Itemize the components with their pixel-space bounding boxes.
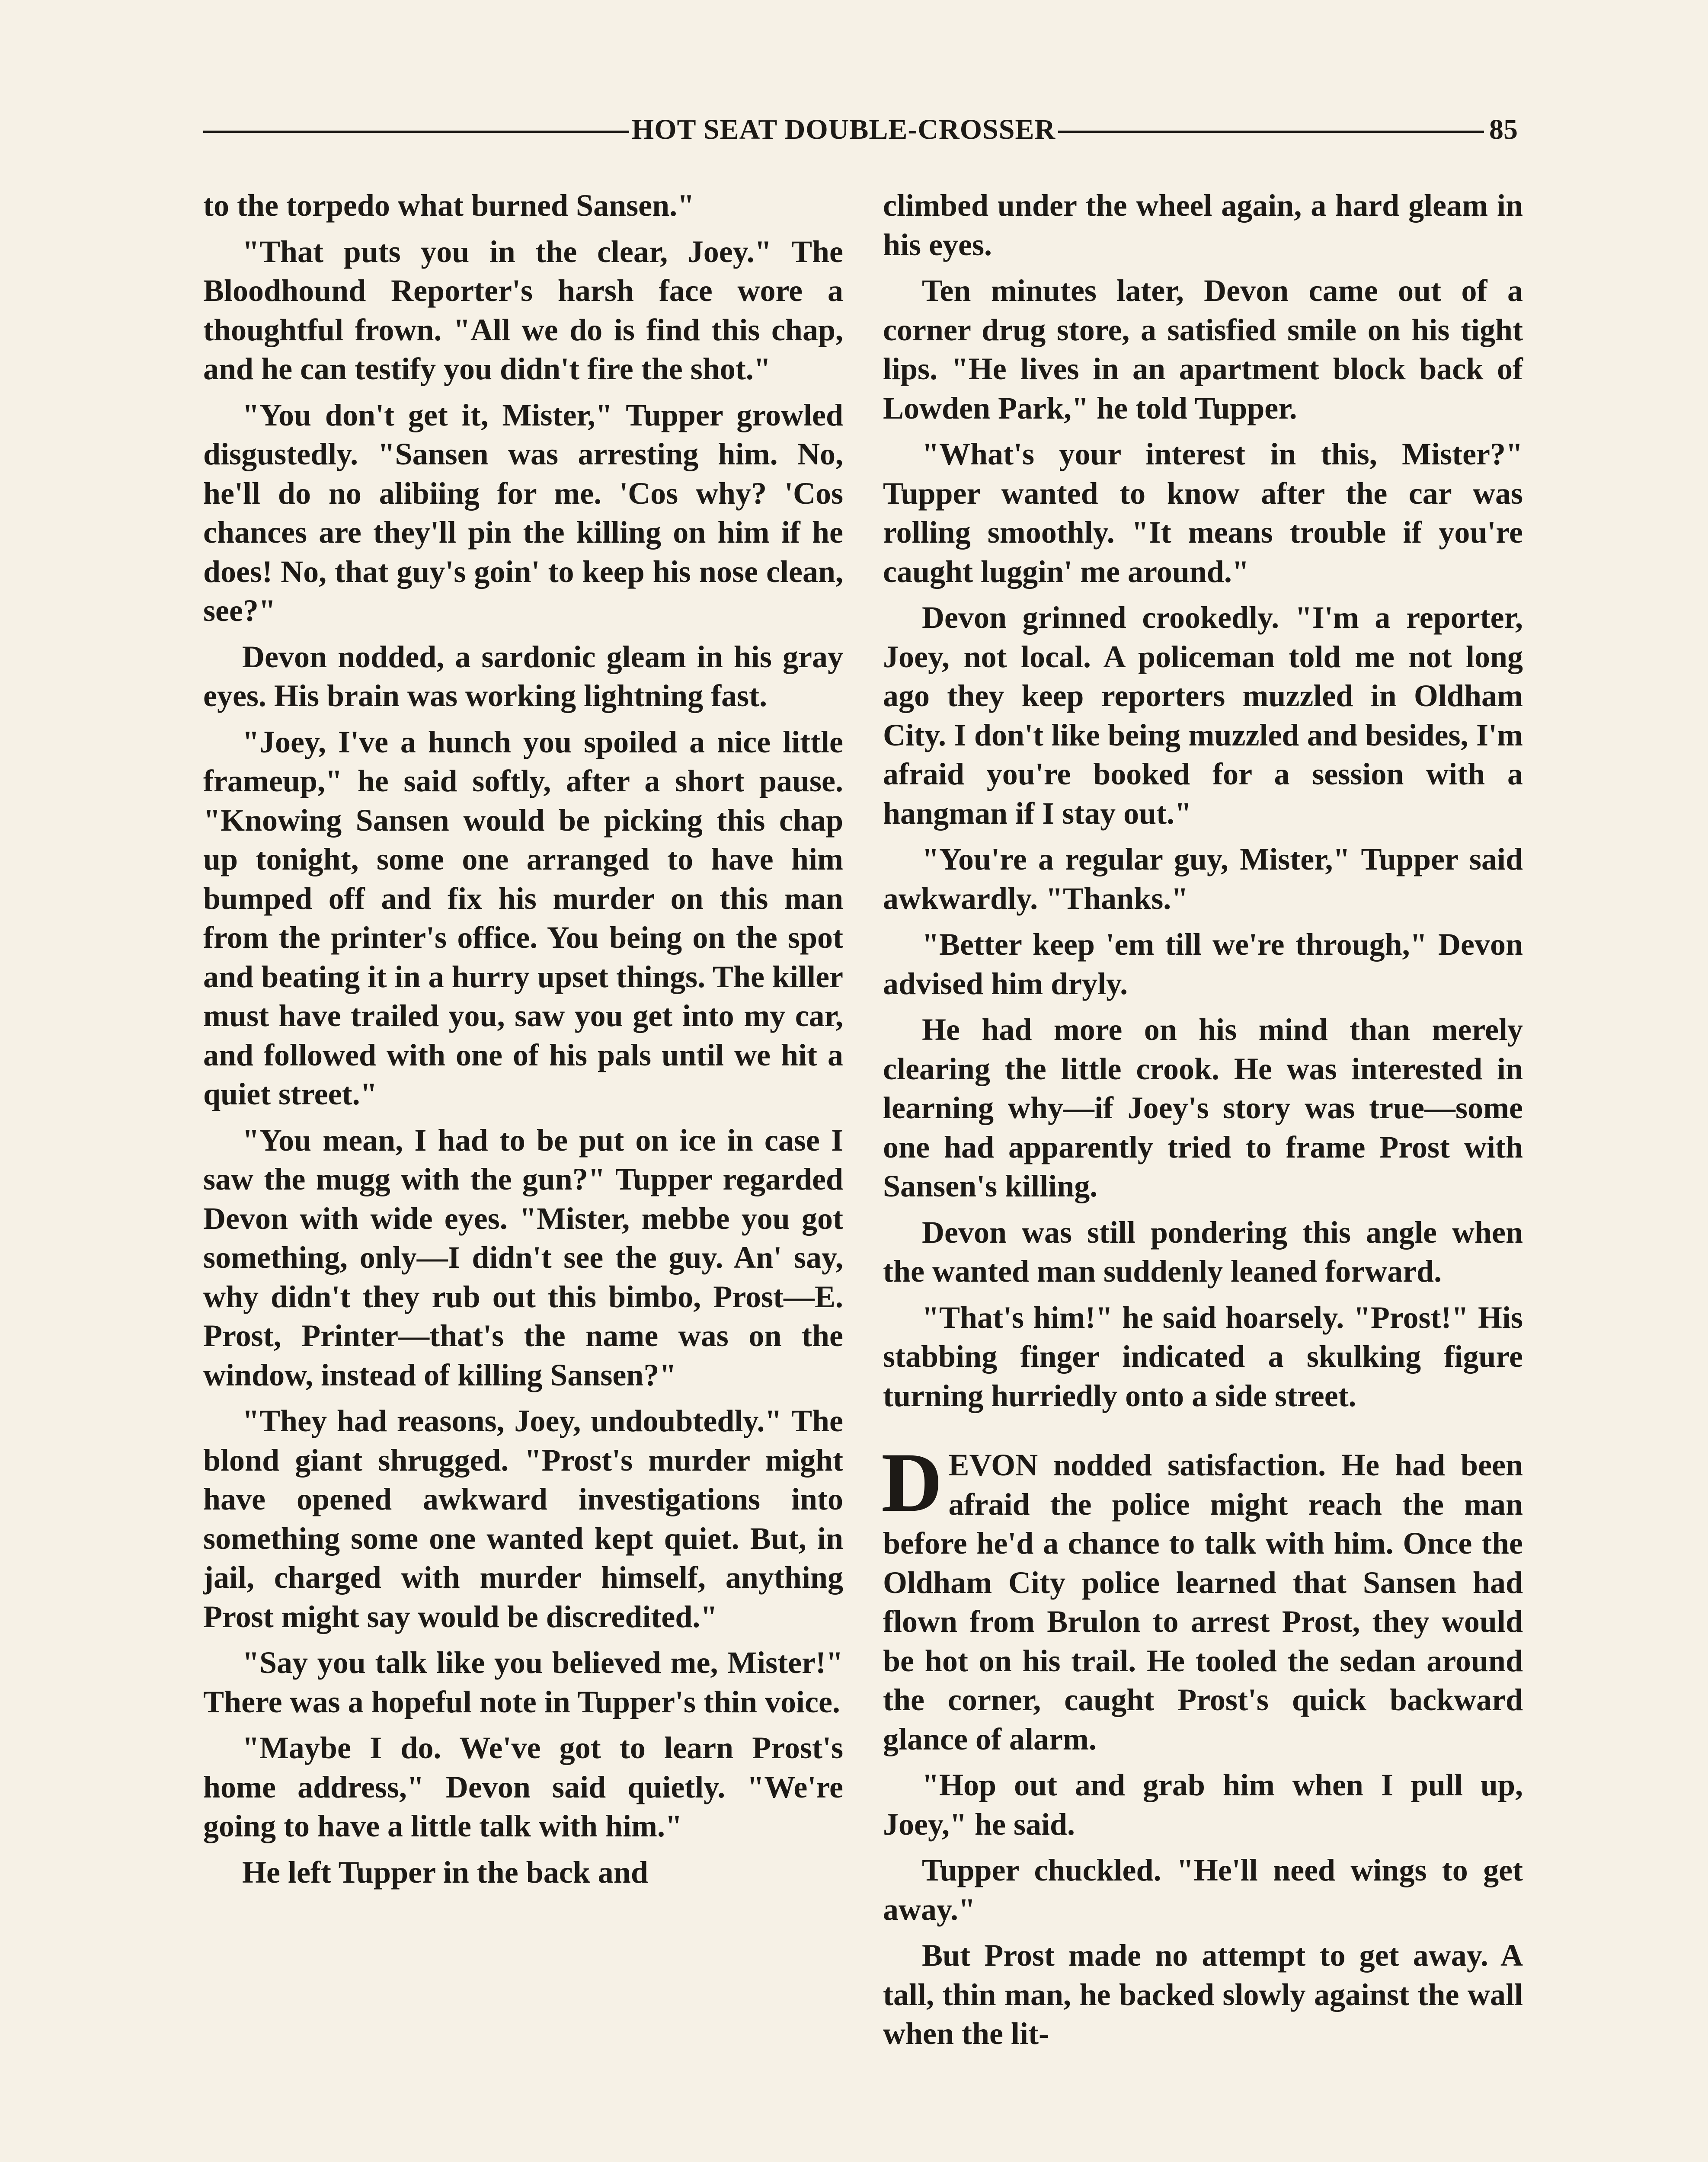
story-title: HOT SEAT DOUBLE-CROSSER	[631, 114, 1056, 145]
page-number: 85	[1489, 114, 1518, 145]
paragraph: climbed under the wheel again, a hard gleam in his eyes.	[883, 188, 1523, 262]
paragraph: Devon was still pondering this angle when the wanted man suddenly leaned forward.	[883, 1215, 1523, 1289]
section-opening-paragraph	[881, 1436, 1523, 1759]
paragraph: Ten minutes later, Devon came out of a corner drug store, a satisfied smile on his tight lips. "He lives in an apartment block back of Lowden Park," he told Tupper.	[883, 273, 1523, 425]
paragraph: to the torpedo what burned Sansen."	[203, 188, 695, 223]
paragraph: "That's him!" he said hoarsely. "Prost!" His stabbing finger indicated a skulking figure turning hurriedly onto a side street.	[883, 1300, 1523, 1413]
drop-cap: D	[881, 1436, 943, 1529]
paragraph: Tupper chuckled. "He'll need wings to get away."	[883, 1853, 1523, 1927]
right-column	[883, 186, 1523, 2060]
paragraph: "What's your interest in this, Mister?" Tupper wanted to know after the car was rolling smoothly. "It means trouble if you're caught luggin' me around."	[883, 437, 1523, 589]
running-header	[203, 110, 1518, 149]
paragraph: "You mean, I had to be put on ice in case I saw the mugg with the gun?" Tupper regarded Devon with wide eyes. "Mister, mebbe you got something, only—I didn't see the guy. An' say, why didn't they rub out this bimbo, Prost—E. Prost, Printer—that's the name was on the window, instead of killing Sansen?"	[203, 1123, 843, 1392]
paragraph: Devon grinned crookedly. "I'm a reporter, Joey, not local. A policeman told me not long ago they keep reporters muzzled in Oldham City. I don't like being muzzled and besides, I'm afraid you're booked for a session with a hangman if I stay out."	[883, 600, 1523, 831]
paragraph: "You don't get it, Mister," Tupper growled disgustedly. "Sansen was arresting him. No, he'll do no alibiing for me. 'Cos why? 'Cos chances are they'll pin the killing on him if he does! No, that guy's goin' to keep his nose clean, see?"	[203, 397, 843, 628]
paragraph: "They had reasons, Joey, undoubtedly." The blond giant shrugged. "Prost's murder might have opened awkward investigations into something some one wanted kept quiet. But, in jail, charged with murder himself, anything Prost might say would be discredited."	[203, 1404, 843, 1634]
paragraph: "Say you talk like you believed me, Mister!" There was a hopeful note in Tupper's thin voice.	[203, 1645, 843, 1719]
paragraph: He left Tupper in the back and	[242, 1855, 648, 1890]
paragraph: He had more on his mind than merely clearing the little crook. He was interested in learning why—if Joey's story was true—some one had apparently tried to frame Prost with Sansen's killing.	[883, 1012, 1523, 1203]
paragraph: "That puts you in the clear, Joey." The Bloodhound Reporter's harsh face wore a thoughtful frown. "All we do is find this chap, and he can testify you didn't fire the shot."	[203, 234, 843, 386]
paragraph: "Better keep 'em till we're through," Devon advised him dryly.	[883, 927, 1523, 1001]
paragraph: But Prost made no attempt to get away. A tall, thin man, he backed slowly against the wall when the lit-	[883, 1938, 1523, 2051]
paragraph: "Maybe I do. We've got to learn Prost's home address," Devon said quietly. "We're going to have a little talk with him."	[203, 1730, 843, 1843]
paragraph: Devon nodded, a sardonic gleam in his gray eyes. His brain was working lightning fast.	[203, 639, 843, 713]
header-rule-left	[203, 131, 629, 133]
paragraph: "Joey, I've a hunch you spoiled a nice little frameup," he said softly, after a short pause. "Knowing Sansen would be picking this chap up tonight, some one arranged to have him bumped off and fix his murder on this man from the printer's office. You being on the spot and beating it in a hurry upset things. The killer must have trailed you, saw you get into my car, and followed with one of his pals until we hit a quiet street."	[203, 724, 843, 1111]
header-rule-right	[1058, 131, 1484, 133]
left-column	[203, 186, 843, 1899]
paragraph: "You're a regular guy, Mister," Tupper said awkwardly. "Thanks."	[883, 842, 1523, 916]
section-opening-text: EVON nodded satisfaction. He had been afraid the police might reach the man before he'd a chance to talk with him. Once the Oldham City police learned that Sansen had flown from Brulon to arrest Prost, they would be hot on his trail. He tooled the sedan around the corner, caught Prost's quick backward glance of alarm.	[883, 1448, 1523, 1756]
paragraph: "Hop out and grab him when I pull up, Joey," he said.	[883, 1768, 1523, 1842]
